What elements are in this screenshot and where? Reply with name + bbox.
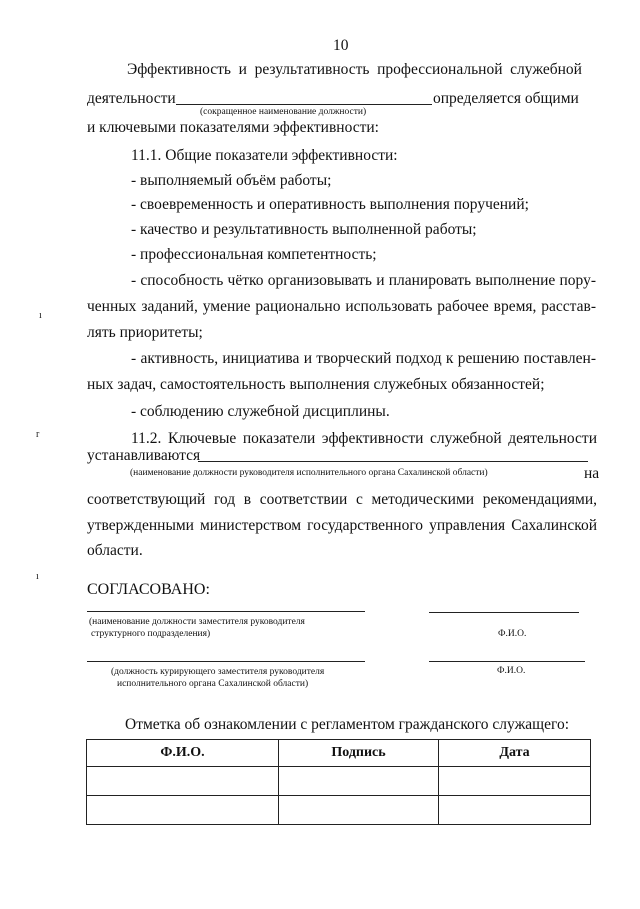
deputy-caption-line-2: структурного подразделения) xyxy=(91,629,211,639)
list-item: - профессиональная компетентность; xyxy=(131,246,377,263)
table-cell-signature[interactable] xyxy=(279,767,439,796)
head-position-blank-line xyxy=(198,461,588,462)
deputy-fio-line xyxy=(429,612,579,613)
section-11-2-line-1: 11.2. Ключевые показатели эффективности служебной деятельности xyxy=(131,430,597,447)
deputy-position-line xyxy=(87,611,365,612)
table-header-row xyxy=(87,740,591,767)
table-cell-fio[interactable] xyxy=(87,796,279,825)
section-11-2-na: на xyxy=(584,465,600,482)
table-cell-fio[interactable] xyxy=(87,767,279,796)
position-blank-line xyxy=(176,104,432,105)
table-cell-date[interactable] xyxy=(439,796,591,825)
intro-line-2-start: деятельности xyxy=(87,90,176,107)
fio-label: Ф.И.О. xyxy=(498,629,527,639)
list-item: - активность, инициатива и творческий подход к решению поставлен- xyxy=(131,350,596,367)
margin-mark: r xyxy=(36,429,40,440)
intro-word: и xyxy=(238,61,247,78)
position-caption: (сокращенное наименование должности) xyxy=(200,107,367,117)
table-row xyxy=(87,767,591,796)
acknowledgement-title: Отметка об ознакомлении с регламентом гражданского служащего: xyxy=(125,716,569,733)
curator-position-line xyxy=(87,661,365,662)
list-item: - соблюдению служебной дисциплины. xyxy=(131,403,390,420)
intro-word: результативность xyxy=(254,61,370,78)
list-item: - качество и результативность выполненной работы; xyxy=(131,221,477,238)
deputy-caption-line-1: (наименование должности заместителя руководителя xyxy=(89,617,305,627)
list-item: - своевременность и оперативность выполнения поручений; xyxy=(131,196,529,213)
approval-title: СОГЛАСОВАНО: xyxy=(87,581,210,598)
column-header-fio: Ф.И.О. xyxy=(87,740,279,767)
intro-line-2-end: определяется общими xyxy=(433,90,579,107)
curator-caption-line-1: (должность курирующего заместителя руководителя xyxy=(111,667,325,677)
list-item-continuation: ченных заданий, умение рационально использовать рабочее время, расстав- xyxy=(87,298,596,315)
list-item: - способность чётко организовывать и планировать выполнение пору- xyxy=(131,272,596,289)
list-item-continuation: ных задач, самостоятельность выполнения служебных обязанностей; xyxy=(87,376,545,393)
table-cell-signature[interactable] xyxy=(279,796,439,825)
intro-line-1 xyxy=(127,61,582,79)
margin-mark: ı xyxy=(39,310,42,321)
section-11-1-heading: 11.1. Общие показатели эффективности: xyxy=(131,147,398,164)
section-11-2-line-5: области. xyxy=(87,542,143,559)
column-header-signature: Подпись xyxy=(279,740,439,767)
margin-mark: ı xyxy=(36,571,39,582)
table-row xyxy=(87,796,591,825)
intro-word: Эффективность xyxy=(127,61,231,78)
fio-label: Ф.И.О. xyxy=(497,666,526,676)
intro-line-3: и ключевыми показателями эффективности: xyxy=(87,119,379,136)
curator-fio-line xyxy=(429,661,585,662)
list-item-continuation: лять приоритеты; xyxy=(87,324,203,341)
head-position-caption: (наименование должности руководителя исполнительного органа Сахалинской области) xyxy=(130,468,488,478)
page-number: 10 xyxy=(333,37,349,54)
section-11-2-line-3: соответствующий год в соответствии с методическими рекомендациями, xyxy=(87,491,597,508)
section-11-2-line-2-start: устанавливаются xyxy=(87,447,201,464)
section-11-2-line-4: утвержденными министерством государственного управления Сахалинской xyxy=(87,517,597,534)
list-item: - выполняемый объём работы; xyxy=(131,172,332,189)
intro-word: служебной xyxy=(510,61,582,78)
table-cell-date[interactable] xyxy=(439,767,591,796)
intro-word: профессиональной xyxy=(377,61,503,78)
curator-caption-line-2: исполнительного органа Сахалинской области) xyxy=(117,679,309,689)
column-header-date: Дата xyxy=(439,740,591,767)
acknowledgement-table xyxy=(86,739,591,825)
